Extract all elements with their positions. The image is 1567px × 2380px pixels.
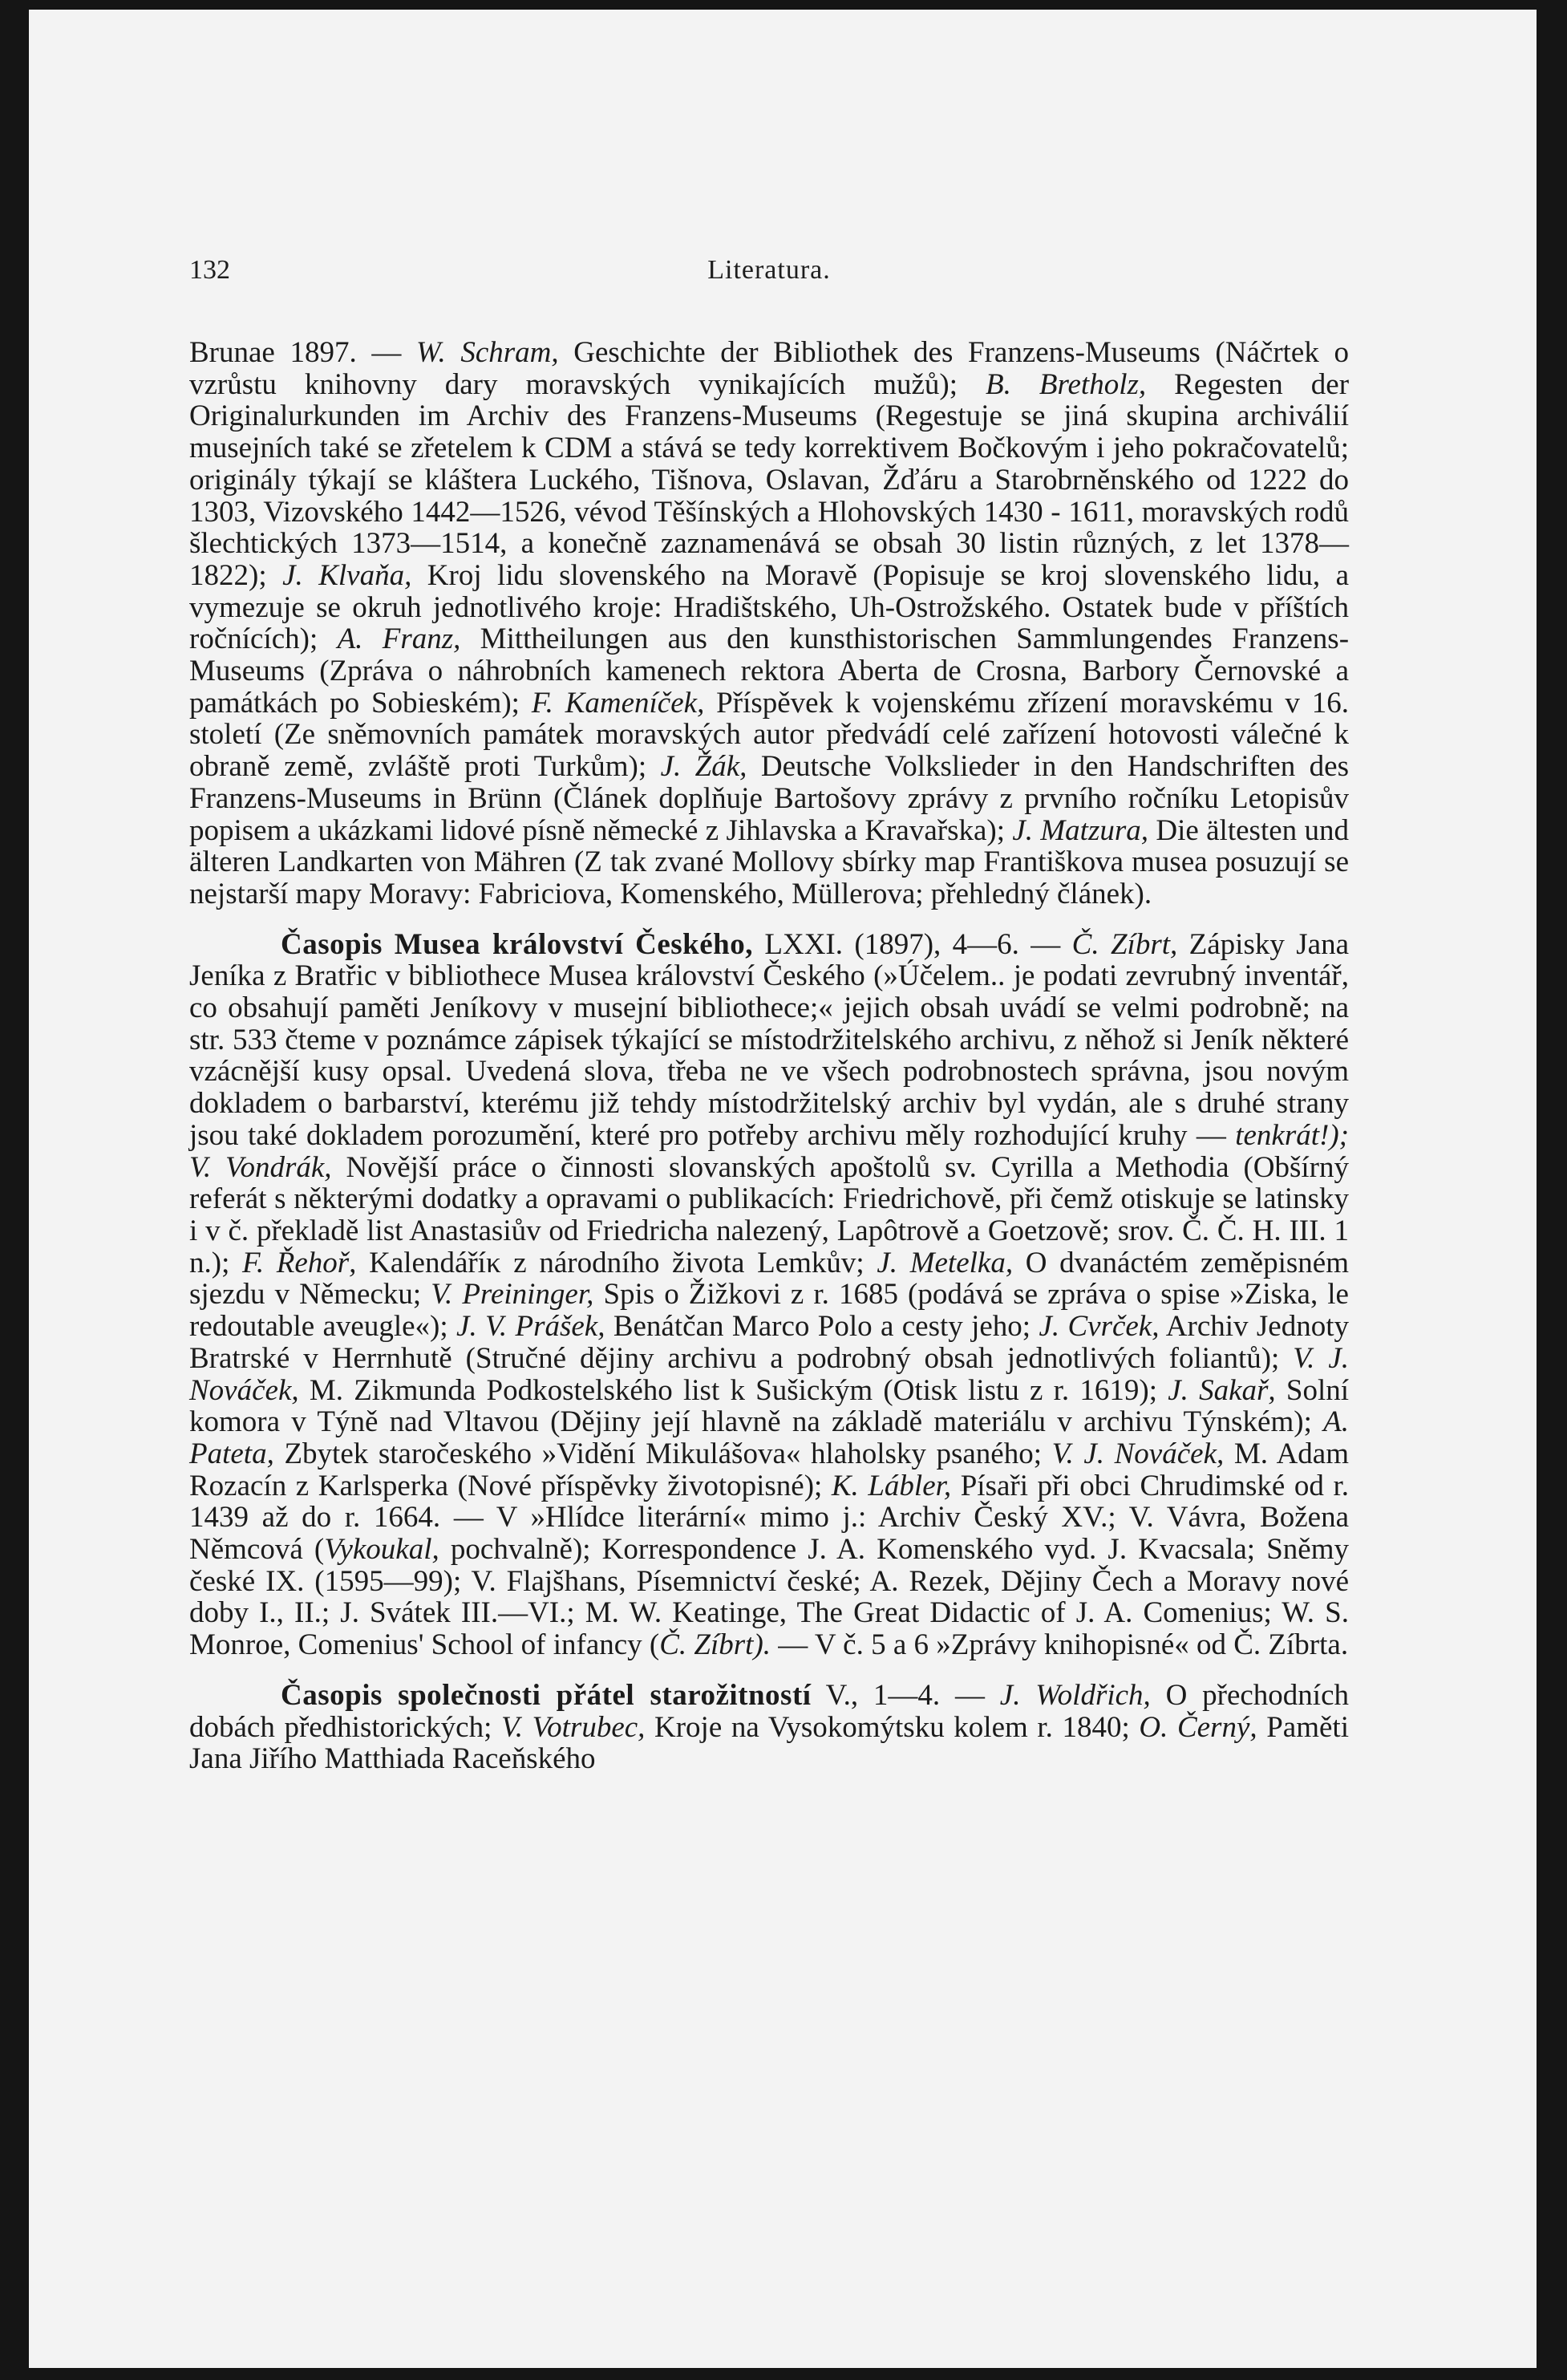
text-run: Kalendáříκ z národního života Lemkův;: [356, 1246, 877, 1279]
text-run: Geschichte der Bibliothek des Franzens-Museums (Náčrtek o vzrůstu knihovny dary moravských vynikajících mužů);: [189, 336, 1349, 401]
author-name: J. Klvaňa,: [282, 558, 412, 592]
page-header: [189, 255, 1349, 303]
paragraph-1: [189, 337, 1349, 910]
emphasis: tenkrát!);: [1235, 1118, 1349, 1152]
author-name: V. J. Nováček,: [189, 1341, 1349, 1407]
author-name: J. Woldřich,: [999, 1678, 1151, 1712]
author-name: A. Pateta,: [189, 1405, 1349, 1470]
text-run: Písaři při obci Chrudimské od r. 1439 až do r. 1664. — V »Hlídce literární« mimo j.: Archiv Český XV.; V. Vávra, Božena Němcová (: [189, 1469, 1349, 1567]
author-name: K. Lábler,: [831, 1469, 952, 1502]
text-run: Zápisky Jana Jeníka z Bratřic v bibliothece Musea království Českého (»Účelem.. je podati zevrubný inventář, co obsahují paměti Jeníkovy v musejní bibliothece;« jejich obsah uvádí se velmi podrobně; na str. 533 čteme v poznámce zápisek týkající se místodržitelského archivu, z něhož si Jeník některé vzácnější kusy opsal. Uvedená slova, třeba ne ve všech podrobnostech správna, jsou novým dokladem o barbarství, kterému již tehdy místodržitelský archiv byl vydán, ale s druhé strany jsou také dokladem porozumění, které pro potřeby archivu měly rozhodující kruhy —: [189, 927, 1349, 1152]
text-run: LXXI. (1897), 4—6. —: [753, 927, 1072, 961]
text-run: O dvanáctém zeměpisném sjezdu v Německu;: [189, 1246, 1349, 1312]
paragraph-3: [189, 1680, 1349, 1775]
paragraph-2: [189, 929, 1349, 1661]
author-name: J. Sakař,: [1168, 1373, 1276, 1407]
text-run: Solní komora v Týně nad Vltavou (Dějiny její hlavně na základě materiálu v archivu Týnském);: [189, 1373, 1350, 1439]
author-name: V. Preininger,: [431, 1278, 594, 1312]
page-number: 132: [189, 255, 230, 285]
author-name: J. Matzura,: [1012, 813, 1149, 847]
author-name: V. J. Nováček,: [1051, 1437, 1225, 1470]
text-run: Mittheilungen aus den kunsthistorischen Sammlungendes Franzens-Museums (Zpráva o náhrobních kamenech rektora Aberta de Crosna, Barbory Černovské a památkách po Sobieském);: [189, 622, 1350, 720]
text-run: Archiv Jednoty Bratrské v Herrnhutě (Stručné dějiny archivu a podrobný obsah jednotlivých foliantů);: [189, 1310, 1349, 1375]
author-name: J. Metelka,: [877, 1246, 1014, 1279]
text-run: M. Zikmunda Podkostelského list k Sušickým (Otisk listu z r. 1619);: [298, 1373, 1168, 1407]
text-run: Kroje na Vysokomýtsku kolem r. 1840;: [645, 1710, 1140, 1744]
author-name: Č. Zíbrt).: [659, 1628, 771, 1662]
author-name: F. Kameníček,: [531, 686, 705, 720]
text-run: Zbytek staročeského »Vidění Mikulášova« hlaholsky psaného;: [273, 1437, 1052, 1470]
author-name: F. Řehoř,: [242, 1246, 357, 1279]
journal-title: Časopis Musea království Českého,: [281, 927, 753, 961]
author-name: J. V. Prášek,: [456, 1310, 605, 1344]
text-run: Die ältesten und älteren Landkarten von Mähren (Z tak zvané Mollovy sbírky map Františkova musea posuzují se nejstarší mapy Moravy: Fabriciova, Komenského, Müllerova; přehledný článek).: [189, 813, 1349, 910]
text-run: O přechodních dobách předhistorických;: [189, 1678, 1349, 1744]
article-body: [189, 337, 1349, 1775]
author-name: J. Cvrček,: [1039, 1310, 1160, 1344]
text-run: pochvalně); Korrespondence J. A. Komenského vyd. J. Kvacsala; Sněmy české IX. (1595—99); V. Flajšhans, Písemnictví české; A. Rezek, Dějiny Čech a Moravy nové doby I., II.; J. Svátek III.—VI.; M. W. Keatinge, The Great Didactic of J. A. Comenius; W. S. Monroe, Comenius' School of infancy (: [189, 1533, 1349, 1662]
running-title: Literatura.: [707, 255, 831, 285]
text-run: Novější práce o činnosti slovanských apoštolů sv. Cyrilla a Methodia (Obšírný referát s některými dodatky a opravami o publikacích: Friedrichově, při čemž otiskuje se latinsky i v č. překladě list Anastasiův od Friedricha nalezený, Lapôtrově a Goetzově; srov. Č. Č. H. III. 1 n.);: [189, 1150, 1349, 1279]
author-name: A. Franz,: [337, 622, 461, 656]
text-run: V., 1—4. —: [811, 1678, 1000, 1712]
author-name: B. Bretholz,: [986, 367, 1147, 401]
author-name: Č. Zíbrt,: [1071, 927, 1178, 961]
author-name: V. Votrubec,: [500, 1710, 646, 1744]
author-name: W. Schram,: [416, 336, 559, 369]
text-run: M. Adam Rozacín z Karlsperka (Nové příspěvky životopisné);: [189, 1437, 1350, 1502]
text-run: Regesten der Originalurkunden im Archiv des Franzens-Museums (Regestuje se jiná skupina archiválií musejních také se zřetelem k CDM a stává se tedy korrektivem Bočkovým i jeho pokračovatelů; originály týkají se kláštera Luckého, Tišnova, Oslavan, Žďáru a Starobrněnského od 1222 do 1303, Vizovského 1442—1526, vévod Těšínských a Hlohovských 1430 - 1611, moravských rodů šlechtických 1373—1514, a konečně zaznamenává se obsah 30 listin různých, z let 1378—1822);: [189, 367, 1350, 592]
author-name: O. Černý,: [1139, 1710, 1257, 1744]
author-name: Vykoukal,: [324, 1533, 439, 1567]
journal-title: Časopis společnosti přátel starožitností: [281, 1678, 812, 1712]
text-run: — V č. 5 a 6 »Zprávy knihopisné« od Č. Zíbrta.: [771, 1628, 1349, 1662]
text-run: Benátčan Marco Polo a cesty jeho;: [605, 1310, 1039, 1344]
text-run: Kroj lidu slovenského na Moravě (Popisuje se kroj slovenského lidu, a vymezuje se okruh jednotlivého kroje: Hradištského, Uh-Ostrožského. Ostatek bude v příštích ročnících);: [189, 558, 1349, 656]
text-run: Spis o Žižkovi z r. 1685 (podává se zpráva o spise »Ziska, le redoutable aveugle«);: [189, 1278, 1349, 1344]
author-name: J. Žák,: [660, 750, 747, 784]
text-run: Deutsche Volkslieder in den Handschriften des Franzens-Museums in Brünn (Článek doplňuje Bartošovy zprávy z prvního ročníku Letopisův popisem a ukázkami lidové písně německé z Jihlavska a Kravařska);: [189, 750, 1349, 847]
text-run: Paměti Jana Jiřího Matthiada Raceňského: [189, 1710, 1349, 1776]
author-name: V. Vondrák,: [189, 1150, 332, 1184]
text-run: Příspěvek k vojenskému zřízení moravskému v 16. století (Ze sněmovních památek moravských autor předvádí celé zařízení hotovosti válečné k obraně země, zvláště proti Turkům);: [189, 686, 1350, 784]
text-run: Brunae 1897. —: [189, 336, 417, 369]
